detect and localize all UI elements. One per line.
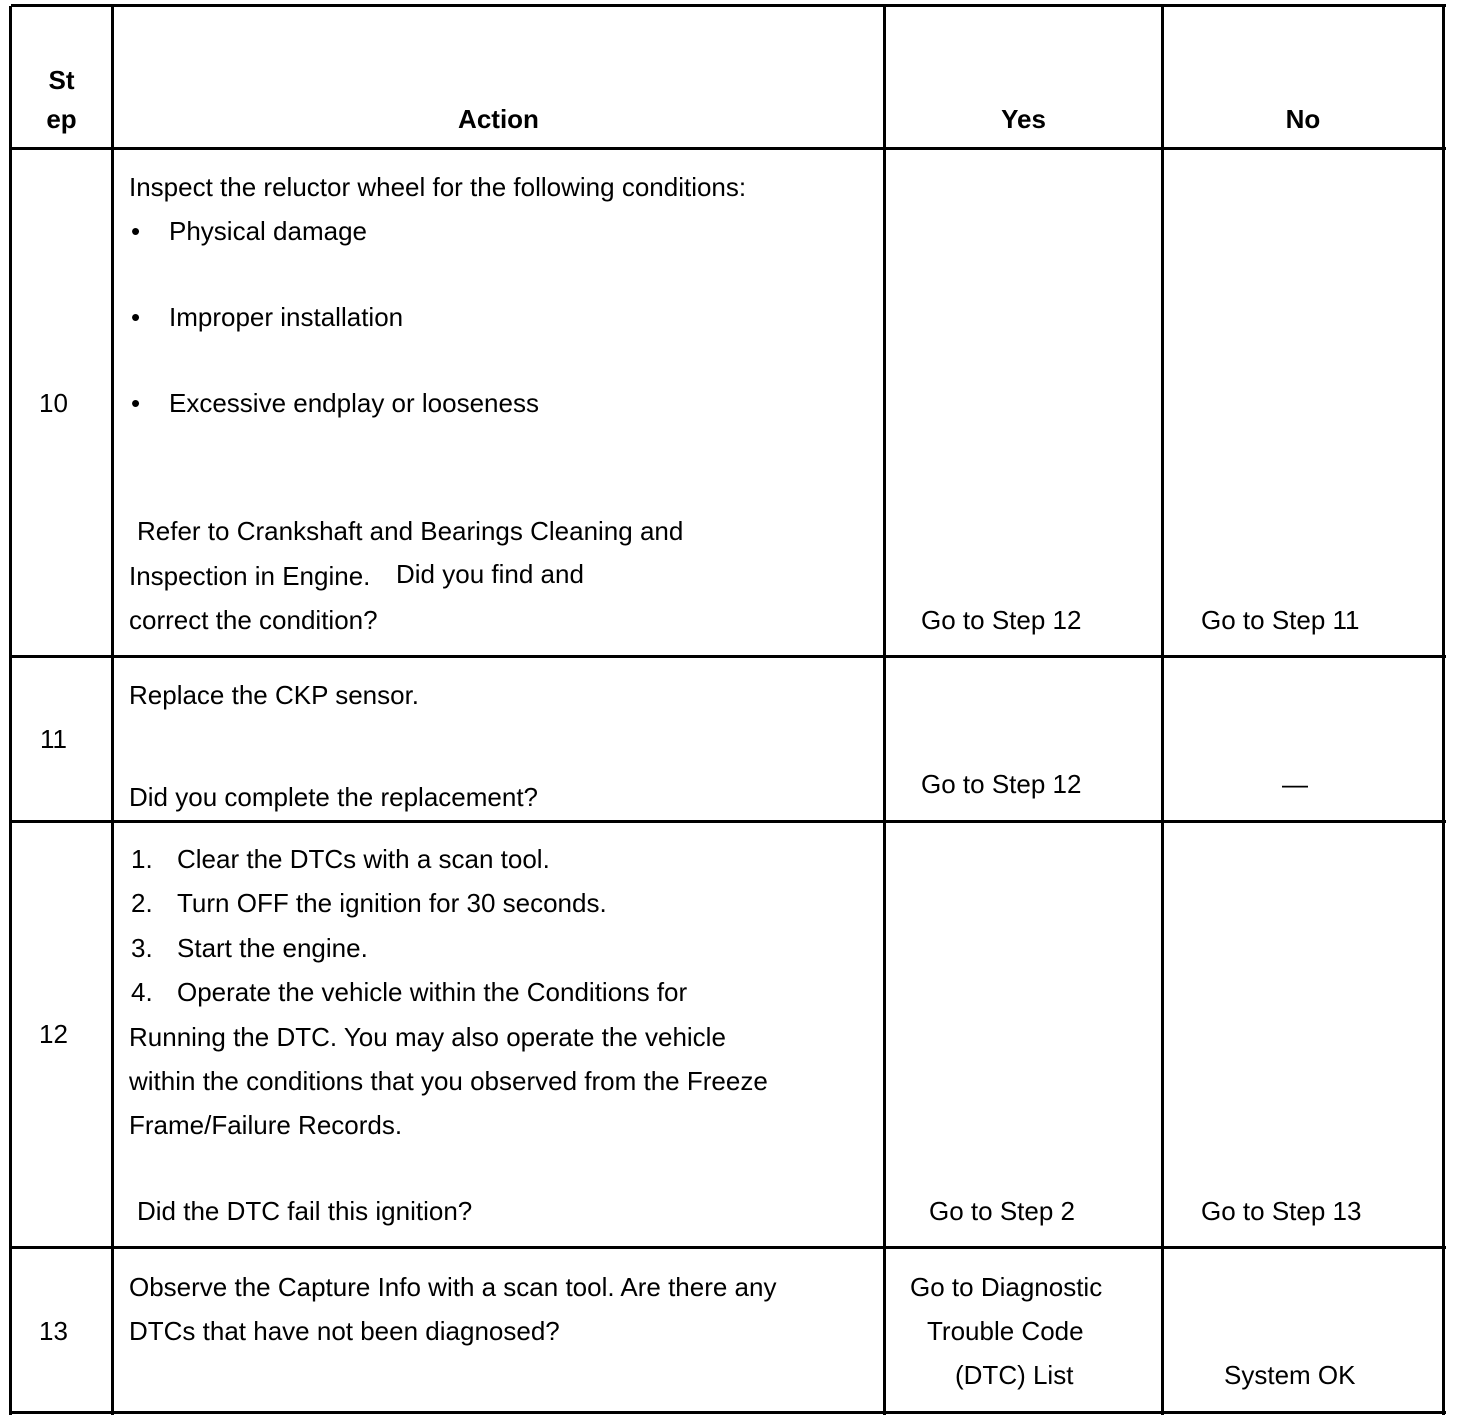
row12-number-1: 1. <box>131 844 153 874</box>
step-number-13: 13 <box>39 1316 68 1346</box>
header-step-line1: St <box>48 65 75 95</box>
table-border-left <box>9 6 12 1415</box>
row13-yes-line1: Go to Diagnostic <box>910 1272 1103 1302</box>
header-step-line2: ep <box>46 104 77 134</box>
row12-question: Did the DTC fail this ignition? <box>137 1196 473 1226</box>
row12-item-2: Turn OFF the ignition for 30 seconds. <box>177 888 607 918</box>
row-divider-11 <box>11 820 1446 823</box>
row13-no: System OK <box>1224 1360 1356 1390</box>
row12-number-4: 4. <box>131 977 153 1007</box>
header-yes: Yes <box>1001 104 1046 134</box>
step-number-10: 10 <box>39 388 68 418</box>
row12-yes: Go to Step 2 <box>929 1196 1075 1226</box>
row12-number-2: 2. <box>131 888 153 918</box>
row10-bullet-2-marker: • <box>131 302 141 332</box>
row11-no: — <box>1282 769 1308 799</box>
row11-line1: Replace the CKP sensor. <box>129 680 420 710</box>
row13-yes-line3: (DTC) List <box>955 1360 1074 1390</box>
row10-bullet-2: Improper installation <box>169 302 404 332</box>
row13-line1: Observe the Capture Info with a scan tool. Are there any <box>129 1272 777 1302</box>
row12-no: Go to Step 13 <box>1201 1196 1362 1226</box>
column-divider-yes <box>1161 6 1164 1415</box>
table-border-bottom <box>11 1411 1446 1414</box>
row13-line2: DTCs that have not been diagnosed? <box>129 1316 560 1346</box>
step-number-12: 12 <box>39 1019 68 1049</box>
row10-ref-line3: correct the condition? <box>129 605 378 635</box>
row12-item-1: Clear the DTCs with a scan tool. <box>177 844 550 874</box>
header-no: No <box>1285 104 1321 134</box>
row10-bullet-3-marker: • <box>131 388 141 418</box>
row11-line2: Did you complete the replacement? <box>129 782 539 812</box>
row-divider-10 <box>11 655 1446 658</box>
row10-bullet-3: Excessive endplay or looseness <box>169 388 539 418</box>
step-number-11: 11 <box>40 724 67 754</box>
row10-ref-line2b: Did you find and <box>396 559 584 589</box>
row13-yes-line2: Trouble Code <box>927 1316 1084 1346</box>
row10-no: Go to Step 11 <box>1201 605 1360 635</box>
row10-yes: Go to Step 12 <box>921 605 1082 635</box>
row10-intro: Inspect the reluctor wheel for the following conditions: <box>129 172 747 202</box>
column-divider-step <box>111 6 114 1415</box>
row10-ref-line1: Refer to Crankshaft and Bearings Cleaning and <box>137 516 684 546</box>
row-divider-header <box>11 147 1446 150</box>
row12-cont-3: Frame/Failure Records. <box>129 1110 403 1140</box>
table-border-right <box>1442 6 1445 1415</box>
row10-bullet-1: Physical damage <box>169 216 367 246</box>
row12-item-4: Operate the vehicle within the Conditions for <box>177 977 688 1007</box>
row10-ref-line2a: Inspection in Engine. <box>129 561 371 591</box>
row12-number-3: 3. <box>131 933 153 963</box>
row12-cont-1: Running the DTC. You may also operate the vehicle <box>129 1022 726 1052</box>
row12-item-3: Start the engine. <box>177 933 368 963</box>
row11-yes: Go to Step 12 <box>921 769 1082 799</box>
row10-bullet-1-marker: • <box>131 216 141 246</box>
column-divider-action <box>883 6 886 1415</box>
row12-cont-2: within the conditions that you observed from the Freeze <box>129 1066 768 1096</box>
header-action: Action <box>458 104 539 134</box>
row-divider-12 <box>11 1246 1446 1249</box>
table-border-top <box>11 4 1446 7</box>
